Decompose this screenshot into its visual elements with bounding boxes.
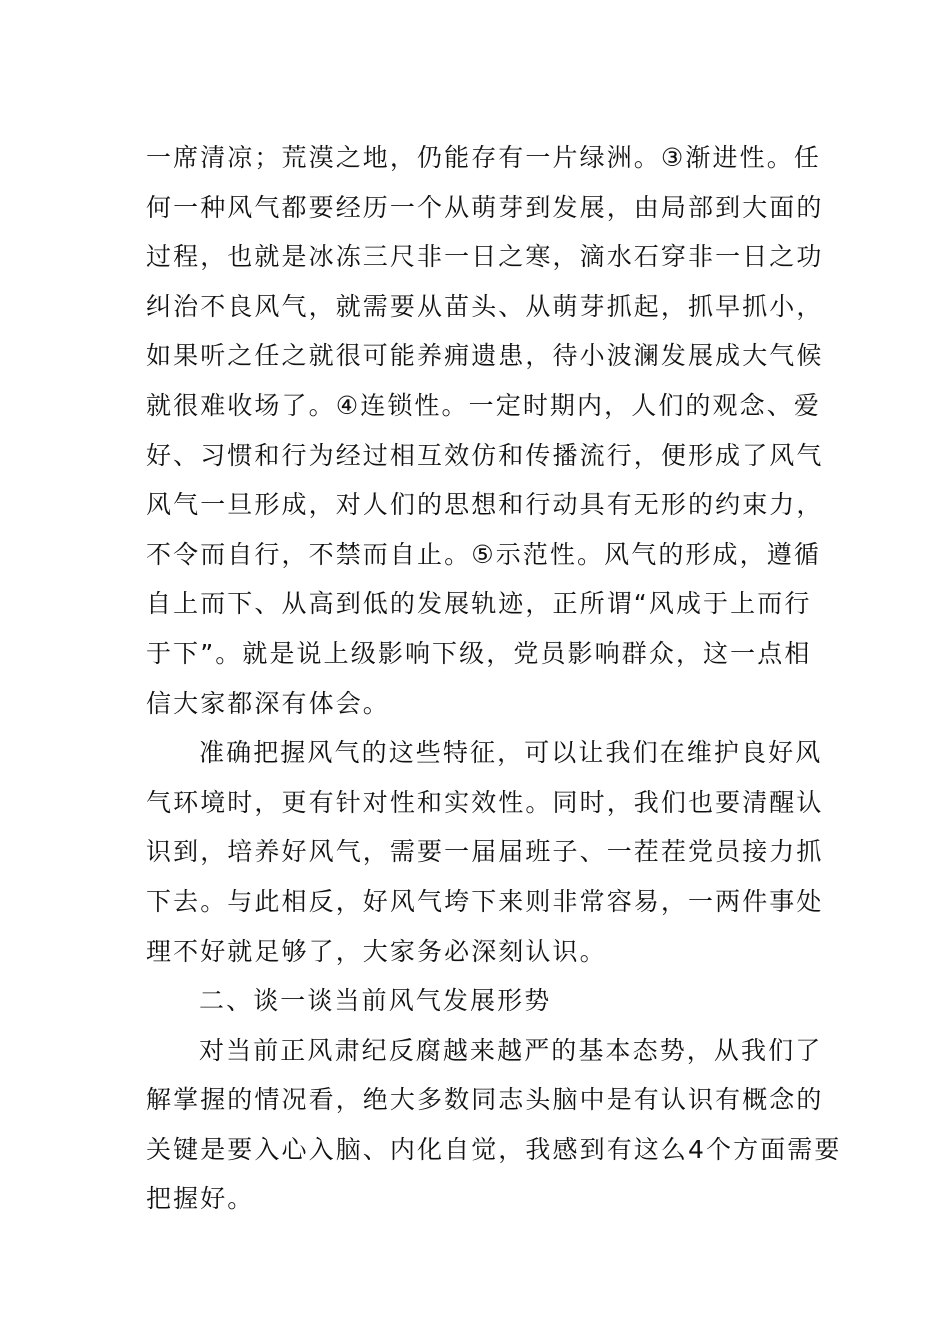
text-line: 把握好。	[146, 1184, 255, 1214]
text-line: 好、习惯和行为经过相互效仿和传播流行，便形成了风气	[146, 440, 824, 470]
text-line: 不令而自行，不禁而自止。⑤示范性。风气的形成，遵循	[146, 539, 821, 569]
section-heading: 二、谈一谈当前风气发展形势	[199, 986, 552, 1016]
text-line: 气环境时，更有针对性和实效性。同时，我们也要清醒认	[146, 787, 824, 817]
text-line: 一席清凉；荒漠之地，仍能存有一片绿洲。③渐进性。任	[146, 143, 821, 172]
text-line: 解掌握的情况看，绝大多数同志头脑中是有认识有概念的	[146, 1085, 824, 1115]
text-line: 自上而下、从高到低的发展轨迹，正所谓“风成于上而行	[146, 589, 812, 619]
text-line: 风气一旦形成，对人们的思想和行动具有无形的约束力，	[146, 490, 824, 520]
text-line: 于下”。就是说上级影响下级，党员影响群众，这一点相	[146, 638, 812, 668]
text-line: 信大家都深有体会。	[146, 688, 390, 718]
paragraph-first-line: 准确把握风气的这些特征，可以让我们在维护良好风	[199, 738, 823, 768]
text-line: 理不好就足够了，大家务必深刻认识。	[146, 936, 607, 966]
text-line: 关键是要入心入脑、内化自觉，我感到有这么4个方面需要	[146, 1134, 842, 1164]
text-line: 何一种风气都要经历一个从萌芽到发展，由局部到大面的	[146, 192, 824, 222]
text-line: 下去。与此相反，好风气垮下来则非常容易，一两件事处	[146, 886, 824, 916]
text-line: 就很难收场了。④连锁性。一定时期内，人们的观念、爱	[146, 390, 821, 420]
paragraph-first-line: 对当前正风肃纪反腐越来越严的基本态势，从我们了	[199, 1035, 823, 1065]
body-text	[146, 133, 842, 1224]
text-line: 纠治不良风气，就需要从苗头、从萌芽抓起，抓早抓小，	[146, 291, 824, 321]
text-line: 识到，培养好风气，需要一届届班子、一茬茬党员接力抓	[146, 837, 824, 867]
text-line: 过程，也就是冰冻三尺非一日之寒，滴水石穿非一日之功	[146, 242, 824, 272]
text-line: 如果听之任之就很可能养痈遗患，待小波澜发展成大气候	[146, 341, 824, 371]
